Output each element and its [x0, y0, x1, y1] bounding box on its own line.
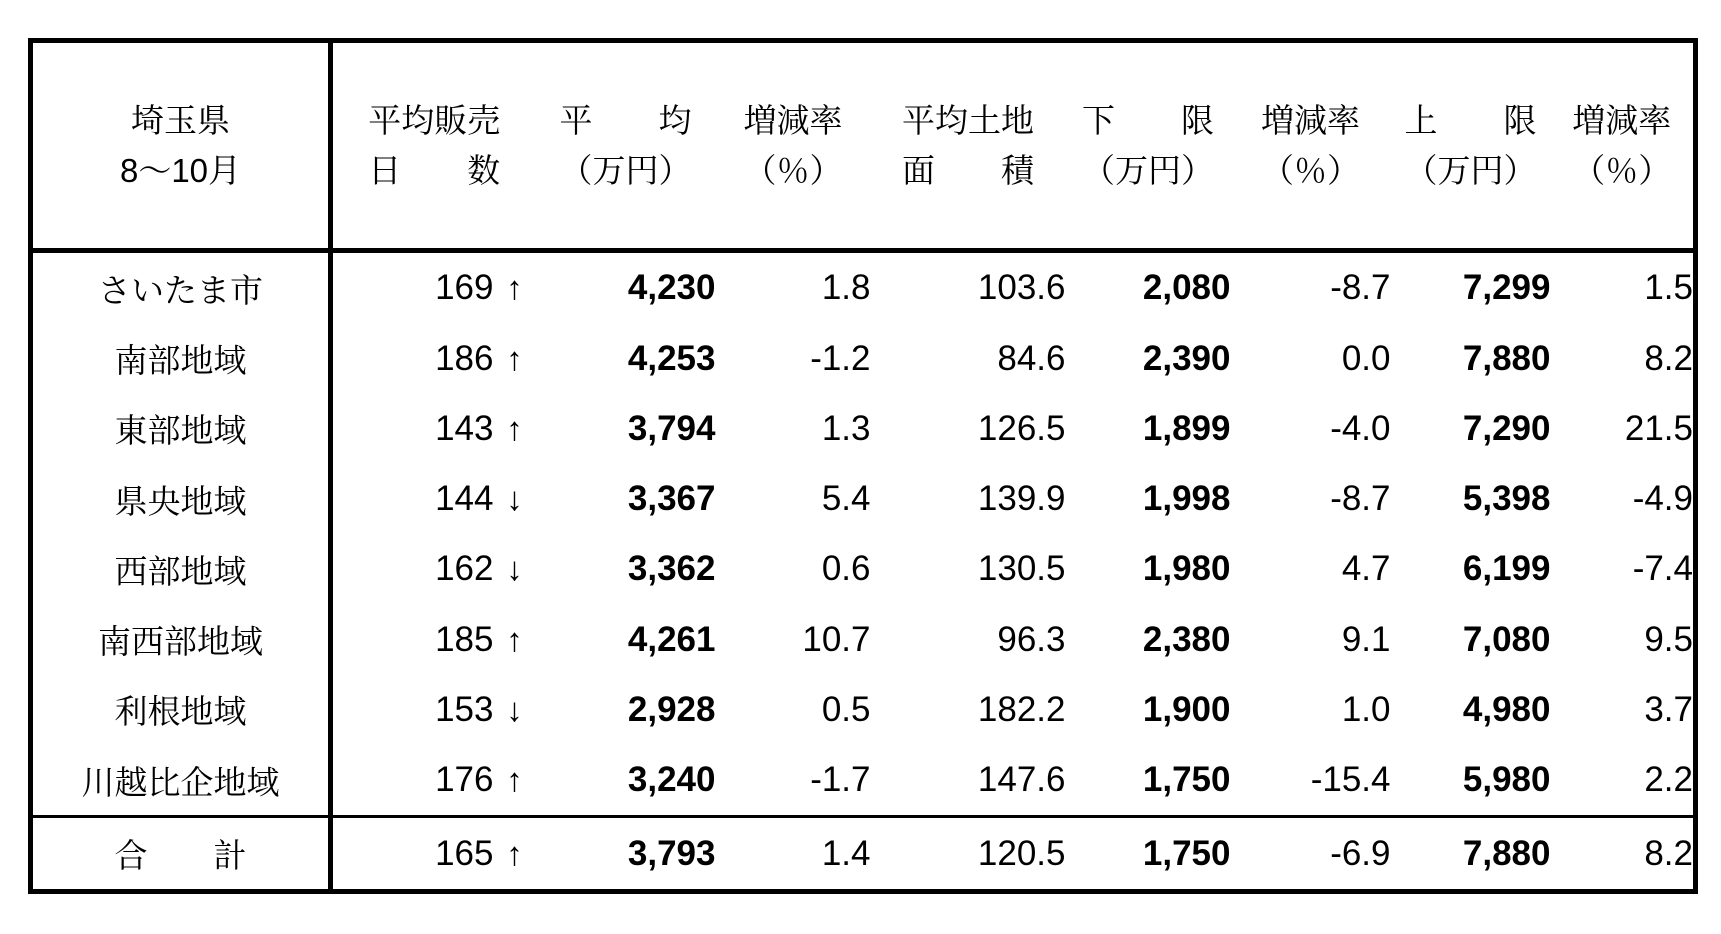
- cell-upper-limit: 7,290: [1462, 408, 1551, 448]
- cell-lower-limit: 2,080: [1142, 268, 1231, 308]
- cell-average-land-area: 147.6: [977, 760, 1066, 800]
- table-row: [31, 675, 1696, 745]
- cell-lower-limit: 1,750: [1066, 817, 1231, 892]
- cell-average-land-area: 96.3: [997, 619, 1066, 659]
- table-row: [31, 605, 1696, 675]
- cell-change-rate-3: -7.4: [1632, 549, 1693, 589]
- table-row: [31, 251, 1696, 324]
- cell-average-price: 4,253: [627, 338, 716, 378]
- cell-region: 川越比企地域: [31, 745, 331, 817]
- header-avg-sale-days-line2: 日 数: [368, 151, 501, 189]
- cell-change-rate-1: 10.7: [802, 619, 871, 659]
- cell-average-land-area: 126.5: [977, 408, 1066, 448]
- cell-average-land-area: 182.2: [977, 689, 1066, 729]
- cell-avg-sale-days: [331, 817, 536, 892]
- cell-avg-sale-days: [331, 464, 536, 534]
- cell-avg-sale-days: [331, 745, 536, 817]
- cell-region: さいたま市: [31, 251, 331, 324]
- cell-change-rate-2: 0.0: [1341, 338, 1391, 378]
- table-row: [31, 534, 1696, 604]
- cell-average-price: 2,928: [627, 689, 716, 729]
- cell-upper-limit: 7,080: [1462, 619, 1551, 659]
- arrow-up-icon: ↑: [506, 269, 523, 307]
- cell-lower-limit: 1,998: [1142, 479, 1231, 519]
- cell-lower-limit: 2,380: [1142, 619, 1231, 659]
- arrow-down-icon: ↓: [506, 690, 523, 728]
- header-upper-limit-line1: 上 限: [1404, 102, 1537, 139]
- header-average-price-line1: 平 均: [559, 102, 692, 139]
- cell-average-price: 4,261: [627, 619, 716, 659]
- header-cell-change-rate-1: [716, 41, 871, 251]
- header-cell-region: [31, 41, 331, 251]
- avg-sale-days-value: 153: [435, 689, 494, 729]
- cell-change-rate-3: 21.5: [1624, 408, 1693, 448]
- arrow-up-icon: ↑: [506, 761, 523, 799]
- cell-change-rate-2: -8.7: [1330, 268, 1391, 308]
- cell-change-rate-3: 8.2: [1644, 338, 1693, 378]
- cell-upper-limit: 5,980: [1462, 760, 1551, 800]
- cell-change-rate-3: 2.2: [1644, 760, 1693, 800]
- cell-upper-limit: 7,299: [1462, 268, 1551, 308]
- header-change-rate-2-line1: 増減率: [1261, 102, 1360, 139]
- header-change-rate-1-line2: （％）: [743, 151, 843, 189]
- cell-region: 南部地域: [31, 323, 331, 393]
- table-body: [31, 251, 1696, 892]
- arrow-down-icon: ↓: [506, 550, 523, 588]
- avg-sale-days-value: 165: [435, 833, 494, 873]
- cell-change-rate-1: -1.7: [810, 760, 871, 800]
- cell-change-rate-3: 3.7: [1644, 689, 1693, 729]
- header-upper-limit-line2: （万円）: [1404, 151, 1537, 189]
- cell-change-rate-1: 5.4: [821, 479, 871, 519]
- header-cell-average-land-area: [871, 41, 1066, 251]
- header-change-rate-3-line2: （％）: [1572, 151, 1672, 189]
- cell-change-rate-3: -4.9: [1632, 479, 1693, 519]
- cell-change-rate-3: 1.5: [1644, 268, 1693, 308]
- cell-average-price: 4,230: [627, 268, 716, 308]
- cell-upper-limit: 7,880: [1462, 338, 1551, 378]
- avg-sale-days-value: 185: [435, 619, 494, 659]
- cell-avg-sale-days: [331, 323, 536, 393]
- header-change-rate-3-line1: 増減率: [1572, 102, 1672, 139]
- header-cell-avg-sale-days: [331, 41, 536, 251]
- cell-change-rate-1: 1.8: [821, 268, 871, 308]
- cell-lower-limit: 1,980: [1142, 549, 1231, 589]
- header-change-rate-1-line1: 増減率: [743, 102, 843, 139]
- cell-change-rate-2: -4.0: [1330, 408, 1391, 448]
- cell-average-land-area: 103.6: [977, 268, 1066, 308]
- cell-average-price: 3,794: [627, 408, 716, 448]
- header-region-line1: 埼玉県: [131, 102, 230, 139]
- header-region-line2: 8〜10月: [119, 151, 242, 189]
- table-row: [31, 464, 1696, 534]
- cell-lower-limit: 1,900: [1142, 689, 1231, 729]
- cell-region: 利根地域: [31, 675, 331, 745]
- header-lower-limit-line2: （万円）: [1082, 151, 1214, 189]
- cell-average-land-area: 120.5: [871, 817, 1066, 892]
- cell-average-price: 3,362: [627, 549, 716, 589]
- avg-sale-days-value: 144: [435, 479, 494, 519]
- header-avg-sale-days-line1: 平均販売: [368, 102, 501, 139]
- header-row: [31, 41, 1696, 251]
- cell-avg-sale-days: [331, 534, 536, 604]
- cell-upper-limit: 7,880: [1391, 817, 1551, 892]
- table-row: [31, 323, 1696, 393]
- cell-region: 合 計: [31, 817, 331, 892]
- cell-avg-sale-days: [331, 675, 536, 745]
- cell-lower-limit: 2,390: [1142, 338, 1231, 378]
- avg-sale-days-value: 169: [435, 268, 494, 308]
- arrow-down-icon: ↓: [506, 480, 523, 518]
- cell-change-rate-2: 9.1: [1341, 619, 1391, 659]
- cell-lower-limit: 1,899: [1142, 408, 1231, 448]
- table-total-row: [31, 817, 1696, 892]
- arrow-up-icon: ↑: [506, 620, 523, 658]
- real-estate-statistics-table: [28, 38, 1698, 894]
- cell-change-rate-2: 4.7: [1341, 549, 1391, 589]
- arrow-up-icon: ↑: [506, 339, 523, 377]
- avg-sale-days-value: 162: [435, 549, 494, 589]
- header-average-land-area-line2: 面 積: [902, 151, 1034, 189]
- cell-change-rate-2: -8.7: [1330, 479, 1391, 519]
- cell-upper-limit: 4,980: [1462, 689, 1551, 729]
- cell-average-price: 3,240: [627, 760, 716, 800]
- arrow-up-icon: ↑: [506, 409, 523, 447]
- header-lower-limit-line1: 下 限: [1082, 102, 1214, 139]
- avg-sale-days-value: 186: [435, 338, 494, 378]
- avg-sale-days-value: 176: [435, 760, 494, 800]
- avg-sale-days-value: 143: [435, 408, 494, 448]
- cell-region: 西部地域: [31, 534, 331, 604]
- cell-region: 南西部地域: [31, 605, 331, 675]
- cell-lower-limit: 1,750: [1142, 760, 1231, 800]
- header-average-land-area-line1: 平均土地: [902, 102, 1034, 139]
- cell-change-rate-1: 1.3: [821, 408, 871, 448]
- cell-average-land-area: 84.6: [997, 338, 1066, 378]
- cell-average-price: 3,793: [536, 817, 716, 892]
- cell-avg-sale-days: [331, 394, 536, 464]
- cell-avg-sale-days: [331, 605, 536, 675]
- cell-average-price: 3,367: [627, 479, 716, 519]
- cell-average-land-area: 139.9: [977, 479, 1066, 519]
- cell-average-land-area: 130.5: [977, 549, 1066, 589]
- header-cell-change-rate-3: [1551, 41, 1696, 251]
- header-cell-upper-limit: [1391, 41, 1551, 251]
- header-average-price-line2: （万円）: [559, 151, 692, 189]
- cell-change-rate-1: -1.2: [810, 338, 871, 378]
- cell-avg-sale-days: [331, 251, 536, 324]
- table-row: [31, 394, 1696, 464]
- cell-upper-limit: 5,398: [1462, 479, 1551, 519]
- arrow-up-icon: ↑: [506, 834, 523, 872]
- cell-change-rate-2: 1.0: [1341, 689, 1391, 729]
- cell-change-rate-3: 8.2: [1551, 817, 1696, 892]
- cell-upper-limit: 6,199: [1462, 549, 1551, 589]
- table-header: [31, 41, 1696, 251]
- cell-change-rate-1: 1.4: [716, 817, 871, 892]
- header-change-rate-2-line2: （％）: [1261, 151, 1360, 189]
- cell-change-rate-2: -6.9: [1231, 817, 1391, 892]
- cell-change-rate-3: 9.5: [1644, 619, 1693, 659]
- cell-change-rate-1: 0.5: [821, 689, 871, 729]
- cell-region: 東部地域: [31, 394, 331, 464]
- header-cell-change-rate-2: [1231, 41, 1391, 251]
- cell-change-rate-2: -15.4: [1310, 760, 1391, 800]
- cell-change-rate-1: 0.6: [821, 549, 871, 589]
- table-row: [31, 745, 1696, 817]
- header-cell-average-price: [536, 41, 716, 251]
- header-cell-lower-limit: [1066, 41, 1231, 251]
- cell-region: 県央地域: [31, 464, 331, 534]
